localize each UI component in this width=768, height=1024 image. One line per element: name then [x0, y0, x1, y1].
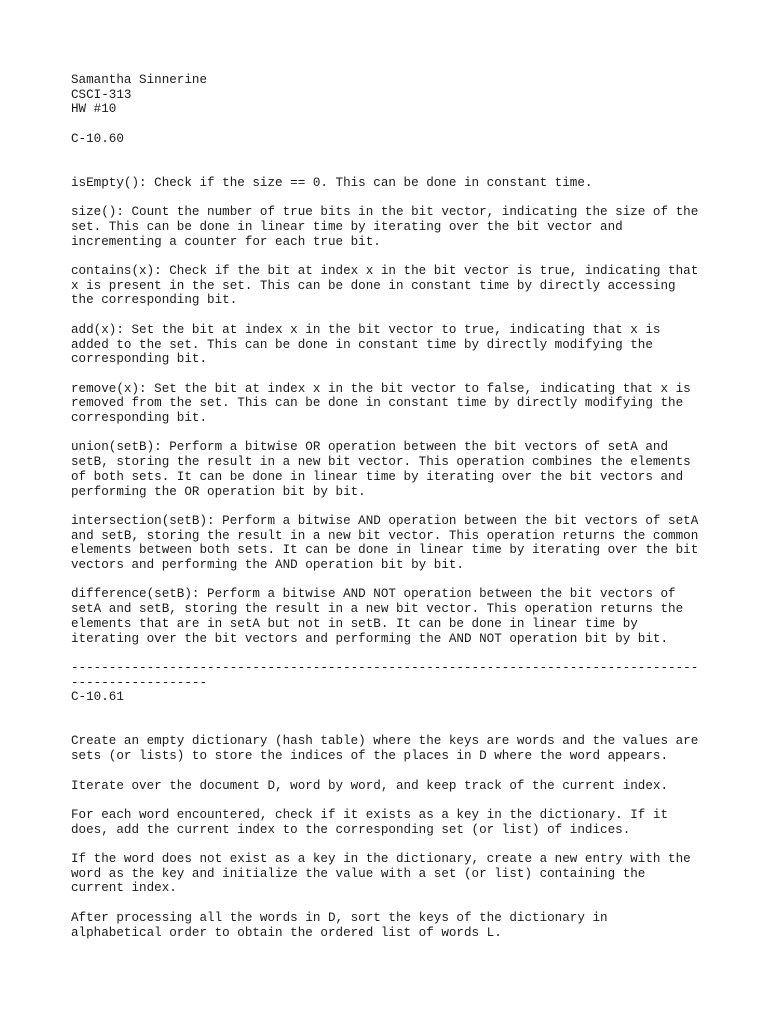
paragraph-union: union(setB): Perform a bitwise OR operation between the bit vectors of setA and setB, storing the result in a new bit vector. This operation combines the elements of both sets. It can be done in linear time by iterating over the bit vectors and performing the OR operation bit by bit.: [71, 440, 691, 499]
paragraph-iterate-document: Iterate over the document D, word by word, and keep track of the current index.: [71, 778, 669, 793]
paragraph-add: add(x): Set the bit at index x in the bit vector to true, indicating that x is added to the set. This can be done in constant time by directly modifying the corresponding bit.: [71, 322, 661, 367]
course-code: CSCI-313: [71, 87, 132, 102]
homework-number: HW #10: [71, 102, 117, 117]
section-separator: ----------------------------------------------------------------------------------- ------------------: [71, 660, 699, 690]
section-heading-c-10-61: C-10.61: [71, 690, 124, 705]
paragraph-remove: remove(x): Set the bit at index x in the bit vector to false, indicating that x is removed from the set. This can be done in constant time by directly modifying the corresponding bit.: [71, 381, 691, 426]
paragraph-size: size(): Count the number of true bits in the bit vector, indicating the size of the set. This can be done in linear time by iterating over the bit vector and incrementing a counter for each true bit.: [71, 205, 699, 249]
paragraph-create-dictionary: Create an empty dictionary (hash table) where the keys are words and the values are sets (or lists) to store the indices of the places in D where the word appears.: [71, 734, 699, 764]
paragraph-new-entry: If the word does not exist as a key in the dictionary, create a new entry with the word as the key and initialize the value with a set (or list) containing the current index.: [71, 852, 691, 896]
paragraph-sort-keys: After processing all the words in D, sort the keys of the dictionary in alphabetical order to obtain the ordered list of words L.: [71, 910, 608, 940]
paragraph-check-word: For each word encountered, check if it exists as a key in the dictionary. If it does, add the current index to the corresponding set (or list) of indices.: [71, 807, 669, 837]
paragraph-contains: contains(x): Check if the bit at index x in the bit vector is true, indicating that x is present in the set. This can be done in constant time by directly accessing the corresponding bit.: [71, 264, 699, 308]
spacer: [71, 147, 728, 176]
paragraph-difference: difference(setB): Perform a bitwise AND NOT operation between the bit vectors of setA and setB, storing the result in a new bit vector. This operation returns the elements that are in setA but not in setB. It can be done in linear time by iterating over the bit vectors and performing the AND NOT operation bit by bit.: [71, 587, 684, 646]
paragraph-intersection: intersection(setB): Perform a bitwise AND operation between the bit vectors of setA and setB, storing the result in a new bit vector. This operation returns the common elements between both sets. It can be done in linear time by iterating over the bit vectors and performing the AND operation bit by bit.: [71, 513, 699, 573]
author-name: Samantha Sinnerine: [71, 73, 208, 87]
spacer: [71, 117, 728, 132]
paragraph-isempty: isEmpty(): Check if the size == 0. This can be done in constant time.: [71, 175, 593, 190]
section-heading-c-10-60: C-10.60: [71, 131, 124, 146]
spacer: [71, 705, 728, 734]
